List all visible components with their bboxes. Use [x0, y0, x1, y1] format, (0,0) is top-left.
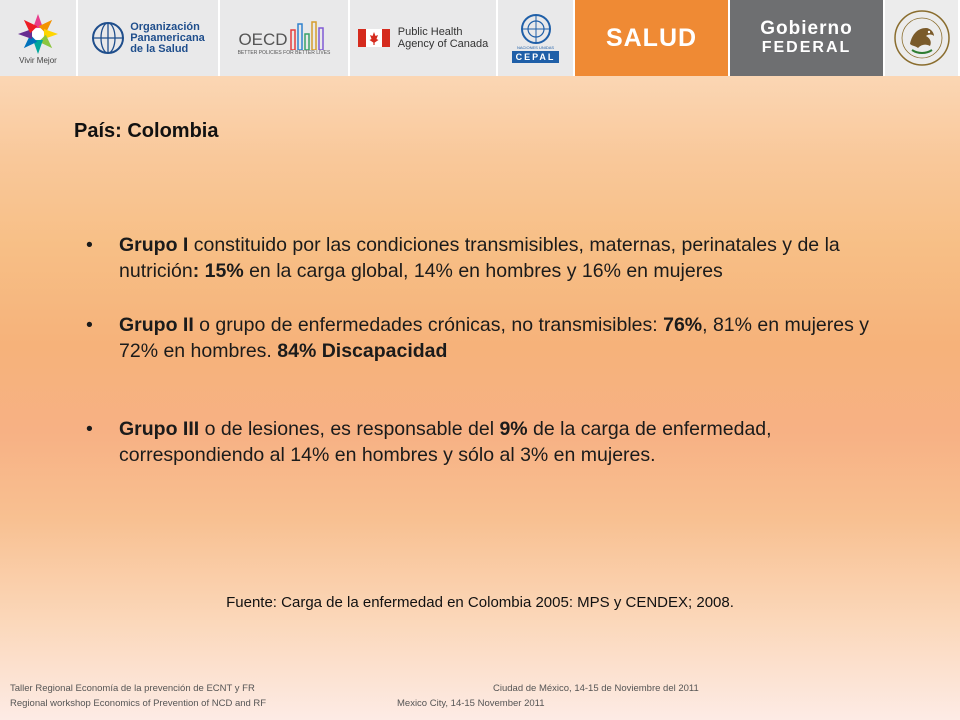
bullet-bold-lead: Grupo III [119, 418, 200, 440]
ops-line-3: de la Salud [130, 42, 189, 55]
mexico-eagle-seal-icon [892, 8, 952, 68]
bullet-text: en la carga global, 14% en hombres y 16% en mujeres [243, 260, 723, 282]
bullet-symbol: • [86, 314, 93, 336]
ops-line-1: Organización [130, 20, 200, 33]
bullet-grupo-i [86, 232, 892, 284]
gobierno-federal-logo [730, 0, 885, 76]
footer-right-line-2: Mexico City, 14-15 November 2011 [397, 698, 545, 709]
salud-logo [575, 0, 730, 76]
oecd-tagline: BETTER POLICIES FOR BETTER LIVES [237, 50, 331, 56]
footer-right-line-1: Ciudad de México, 14-15 de Noviembre del 2011 [493, 683, 699, 694]
ops-line-2: Panamericana [130, 31, 205, 44]
phac-line-2: Agency of Canada [397, 38, 489, 50]
footer-left-line-1: Taller Regional Economía de la prevención de ECNT y FR [10, 683, 255, 694]
phac-line-1: Public Health [397, 26, 463, 38]
oecd-label: OECD [238, 30, 288, 49]
phac-logo [350, 0, 498, 76]
bullet-bold-lead: Grupo I [119, 234, 189, 256]
bullet-text: o de lesiones, es responsable del [199, 418, 500, 440]
bullet-grupo-iii [86, 416, 892, 468]
bullet-list [86, 232, 892, 468]
bullet-text: o grupo de enfermedades crónicas, no transmisibles: [193, 314, 664, 336]
vivir-mejor-star-icon [16, 12, 60, 56]
un-emblem-icon [520, 13, 552, 45]
vivir-mejor-label: Vivir Mejor [19, 55, 57, 65]
bullet-symbol: • [86, 418, 93, 440]
salud-label: SALUD [605, 23, 698, 52]
footer-right [397, 681, 699, 711]
cepal-logo [498, 0, 575, 76]
mexico-seal-logo [885, 0, 960, 76]
cepal-label: CEPAL [512, 51, 560, 63]
ops-logo [78, 0, 220, 76]
source-citation: Fuente: Carga de la enfermedad en Colombia 2005: MPS y CENDEX; 2008. [226, 594, 734, 611]
bullet-text: , 81% en mujeres y 72% en hombres. [119, 314, 870, 362]
footer-left-line-2: Regional workshop Economics of Prevention of NCD and RF [10, 698, 267, 709]
slide-title: País: Colombia [74, 120, 219, 142]
bullet-bold-value: : 15% [192, 260, 244, 282]
gobierno-line-1: Gobierno [760, 18, 853, 39]
logo-bar [0, 0, 960, 76]
bullet-bold-lead: Grupo II [119, 314, 194, 336]
footer-left [10, 681, 266, 711]
bullet-bold-end: 84% Discapacidad [277, 340, 448, 362]
globe-icon [91, 21, 125, 55]
bullet-text: de la carga de enfermedad, correspondiendo al 14% en hombres y sólo al 3% en mujeres. [119, 418, 772, 466]
gobierno-line-2: FEDERAL [761, 39, 852, 56]
oecd-bars-icon [290, 20, 330, 50]
bullet-symbol: • [86, 234, 93, 256]
canada-flag-icon [358, 29, 390, 47]
un-label: NACIONES UNIDAS [516, 45, 555, 50]
oecd-logo [220, 0, 350, 76]
bullet-grupo-ii [86, 312, 892, 364]
bullet-bold-value: 9% [499, 418, 528, 440]
bullet-bold-value: 76% [663, 314, 703, 336]
vivir-mejor-logo [0, 0, 78, 76]
bullet-text: constituido por las condiciones transmisibles, maternas, perinatales y de la nutrición [119, 234, 840, 282]
